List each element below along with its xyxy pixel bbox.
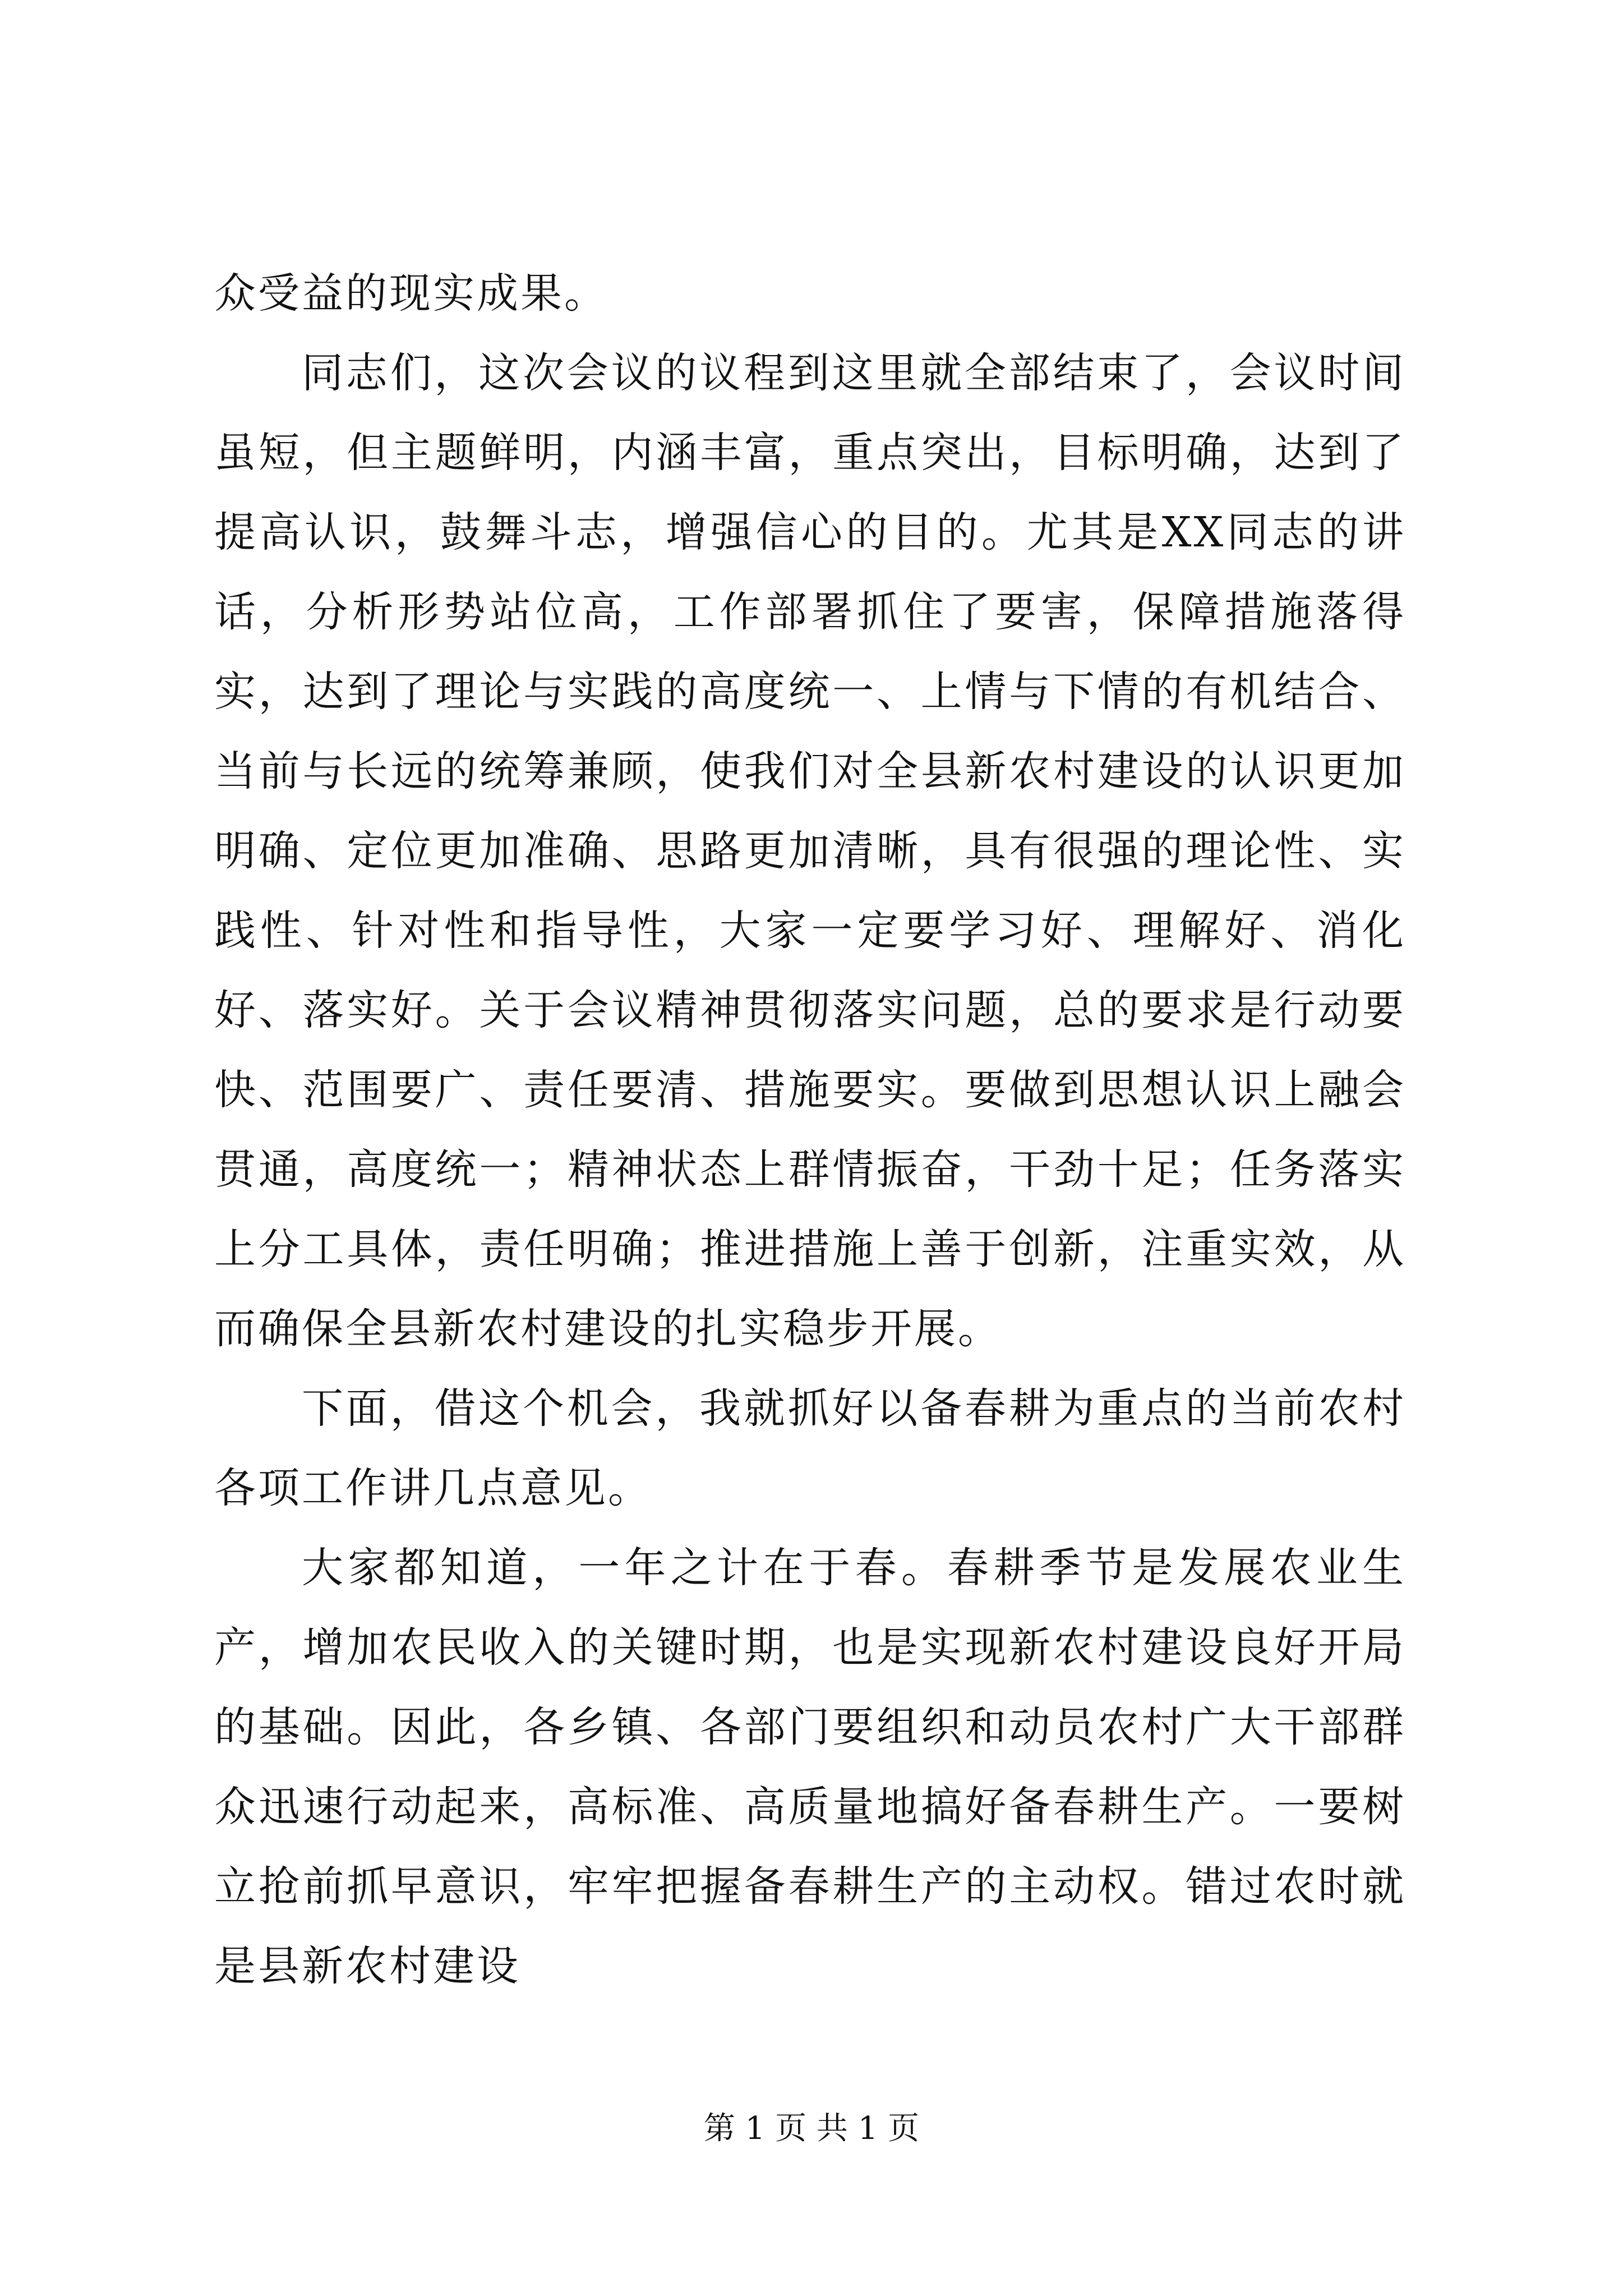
paragraph-meeting-summary: 同志们，这次会议的议程到这里就全部结束了，会议时间虽短，但主题鲜明，内涵丰富，重点突出，目标明确，达到了提高认识，鼓舞斗志，增强信心的目的。尤其是XX同志的讲话，分析形势站位高，工作部署抓住了要害，保障措施落得实，达到了理论与实践的高度统一、上情与下情的有机结合、当前与长远的统筹兼顾，使我们对全县新农村建设的认识更加明确、定位更加准确、思路更加清晰，具有很强的理论性、实践性、针对性和指导性，大家一定要学习好、理解好、消化好、落实好。关于会议精神贯彻落实问题，总的要求是行动要快、范围要广、责任要清、措施要实。要做到思想认识上融会贯通，高度统一；精神状态上群情振奋，干劲十足；任务落实上分工具体，责任明确；推进措施上善于创新，注重实效，从而确保全县新农村建设的扎实稳步开展。	[214, 349, 1406, 1353]
paragraph-spring-plowing: 大家都知道，一年之计在于春。春耕季节是发展农业生产，增加农民收入的关键时期，也是实现新农村建设良好开局的基础。因此，各乡镇、各部门要组织和动员农村广大干部群众迅速行动起来，高标准、高质量地搞好备春耕生产。一要树立抢前抓早意识，牢牢把握备春耕生产的主动权。错过农时就是县新农村建设	[214, 1544, 1406, 1990]
document-body	[214, 254, 1406, 2006]
paragraph-continuation: 众受益的现实成果。	[214, 269, 608, 318]
page-footer: 第 1 页 共 1 页	[703, 2110, 920, 2147]
paragraph-transition: 下面，借这个机会，我就抓好以备春耕为重点的当前农村各项工作讲几点意见。	[214, 1384, 1406, 1512]
